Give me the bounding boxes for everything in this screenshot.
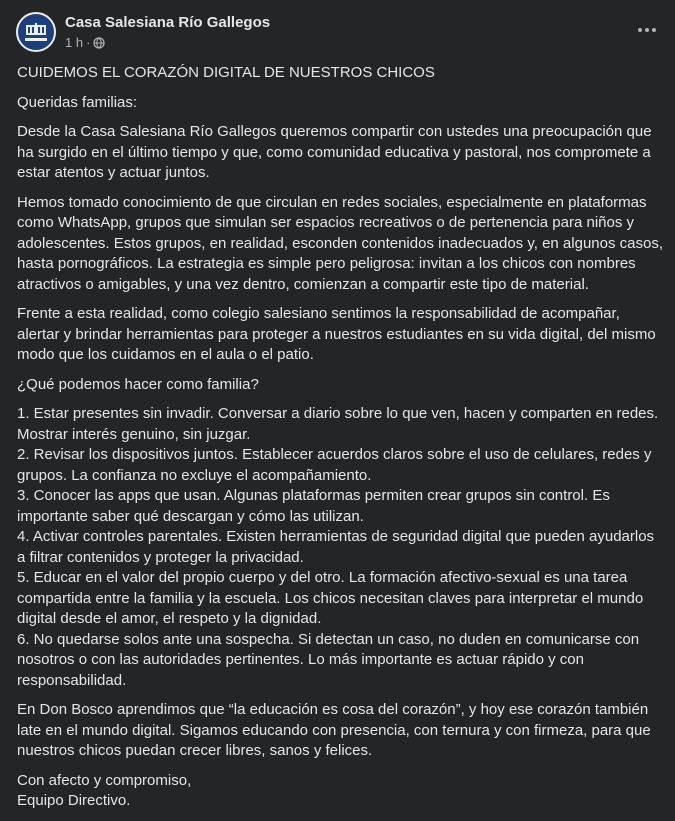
paragraph-context: Hemos tomado conocimiento de que circulan en redes sociales, especialmente en plataformas como WhatsApp, grupos que simulan ser espacios recreativos o de pertenencia para niños y adolescentes. Estos grupos, en realidad, esconden contenidos inadecuados y, en algunos casos, hasta pornográficos. La estrategia es simple pero peligrosa: invitan a los chicos con nombres atractivos o amigables, y una vez dentro, comienzan a compartir este tipo de material. — [17, 193, 663, 293]
post-body — [17, 63, 665, 821]
post-header — [16, 12, 270, 52]
globe-icon[interactable] — [93, 37, 105, 49]
timestamp-link[interactable]: 1 h — [65, 34, 84, 50]
paragraph-intro: Desde la Casa Salesiana Río Gallegos queremos compartir con ustedes una preocupación que ha surgido en el último tiempo y que, como comunidad educativa y pastoral, nos compromete a estar atentos y actuar juntos. — [17, 123, 652, 181]
page-name-link[interactable]: Casa Salesiana Río Gallegos — [65, 13, 271, 31]
question-heading: ¿Qué podemos hacer como familia? — [17, 375, 259, 393]
more-options-button[interactable] — [631, 18, 663, 42]
closing-signature: Con afecto y compromiso, Equipo Directivo. — [17, 771, 192, 809]
post-meta — [65, 13, 270, 52]
greeting: Queridas familias: — [17, 93, 138, 111]
separator-dot: · — [86, 34, 91, 50]
paragraph-don-bosco: En Don Bosco aprendimos que “la educación es cosa del corazón”, y hoy ese corazón también late en el mundo digital. Sigamos educando con presencia, con ternura y con firmeza, para que nuestros chicos puedan crecer libres, sanos y felices. — [17, 701, 651, 759]
school-logo-icon — [18, 14, 54, 50]
recommendations-list: 1. Estar presentes sin invadir. Conversar a diario sobre lo que ven, hacen y comparten en redes. Mostrar interés genuino, sin juzgar. 2. Revisar los dispositivos juntos. Establecer acuerdos claros sobre el uso de celulares, redes y grupos. La confianza no excluye el acompañamiento. 3. Conocer las apps que usan. Algunas plataformas permiten crear grupos sin control. Es importante saber qué descargan y cómo las utilizan. 4. Activar controles parentales. Existen herramientas de seguridad digital que pueden ayudarlos a filtrar contenidos y proteger la privacidad. 5. Educar en el valor del propio cuerpo y del otro. La formación afectivo-sexual es una tarea compartida entre la familia y la escuela. Los chicos necesitan claves para interpretar el mundo digital desde el amor, el respeto y la dignidad. 6. No quedarse solos ante una sospecha. Si detectan un caso, no duden en comunicarse con nosotros o con las autoridades pertinentes. Lo más importante es actuar rápido y con responsabilidad. — [17, 405, 659, 689]
post-subline — [65, 34, 270, 52]
post-title: CUIDEMOS EL CORAZÓN DIGITAL DE NUESTROS CHICOS — [17, 64, 435, 81]
avatar[interactable] — [16, 12, 56, 52]
paragraph-response: Frente a esta realidad, como colegio salesiano sentimos la responsabilidad de acompañar, alertar y brindar herramientas para proteger a nuestros estudiantes en su vida digital, del mismo modo que los cuidamos en el aula o el patio. — [17, 305, 656, 363]
more-horizontal-icon — [637, 27, 657, 33]
